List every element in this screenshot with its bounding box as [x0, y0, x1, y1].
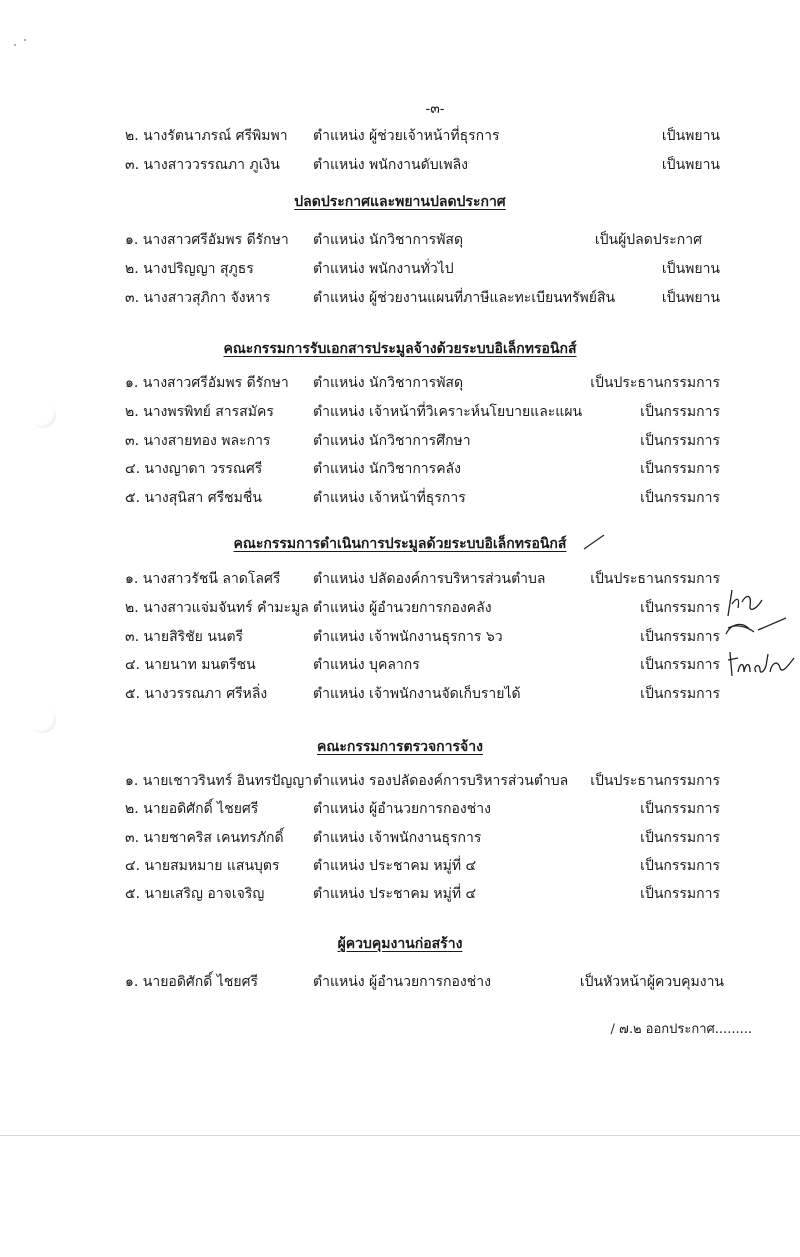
member-position: ตำแหน่ง เจ้าหน้าที่วิเคราะห์นโยบายและแผน	[313, 404, 583, 420]
member-role: เป็นประธานกรรมการ	[590, 773, 720, 789]
list-item	[0, 655, 800, 675]
member-name: ๑. นางสาวรัชนี ลาดโลศรี	[125, 571, 281, 587]
list-item	[0, 598, 800, 618]
member-role: เป็นประธานกรรมการ	[590, 571, 720, 587]
section-title: คณะกรรมการดำเนินการประมูลด้วยระบบอิเล็กทรอนิกส์	[233, 536, 567, 552]
member-role: เป็นกรรมการ	[640, 657, 720, 673]
member-role: เป็นผู้ปลดประกาศ	[594, 232, 702, 248]
member-role: เป็นกรรมการ	[640, 433, 720, 449]
member-name: ๕. นางสุนิสา ศรีชมชื่น	[125, 490, 262, 506]
scan-speck	[14, 44, 16, 46]
member-name: ๑. นางสาวศรีอัมพร ดีรักษา	[125, 232, 289, 248]
member-position: ตำแหน่ง รองปลัดองค์การบริหารส่วนตำบล	[313, 773, 569, 789]
list-item	[0, 828, 800, 848]
member-position: ตำแหน่ง ผู้อำนวยการกองคลัง	[313, 600, 492, 616]
member-name: ๔. นายสมหมาย แสนบุตร	[125, 858, 280, 874]
list-item	[0, 373, 800, 393]
list-item	[0, 799, 800, 819]
member-position: ตำแหน่ง ปลัดองค์การบริหารส่วนตำบล	[313, 571, 546, 587]
member-name: ๕. นายเสริญ อาจเจริญ	[125, 886, 265, 902]
section-title: คณะกรรมการตรวจการจ้าง	[317, 739, 483, 755]
member-role: เป็นกรรมการ	[640, 404, 720, 420]
member-role: เป็นประธานกรรมการ	[590, 375, 720, 391]
member-role: เป็นพยาน	[661, 128, 720, 144]
member-name: ๕. นางวรรณภา ศรีหลิ่ง	[125, 686, 268, 702]
member-name: ๔. นางญาดา วรรณศรี	[125, 461, 263, 477]
member-position: ตำแหน่ง เจ้าพนักงานจัดเก็บรายได้	[313, 686, 521, 702]
scan-speck	[24, 39, 26, 41]
member-position: ตำแหน่ง พนักงานทั่วไป	[313, 261, 454, 277]
member-position: ตำแหน่ง นักวิชาการศึกษา	[313, 433, 471, 449]
section-title: ปลดประกาศและพยานปลดประกาศ	[294, 194, 506, 210]
member-role: เป็นกรรมการ	[640, 629, 720, 645]
check-mark-icon	[582, 532, 606, 552]
member-position: ตำแหน่ง เจ้าพนักงานธุรการ ๖ว	[313, 629, 503, 645]
member-role: เป็นกรรมการ	[640, 801, 720, 817]
list-item	[0, 569, 800, 589]
member-role: เป็นกรรมการ	[640, 461, 720, 477]
member-name: ๔. นายนาท มนตรีชน	[125, 657, 256, 673]
list-item	[0, 288, 800, 308]
list-item	[0, 856, 800, 876]
member-position: ตำแหน่ง ผู้ช่วยงานแผนที่ภาษีและทะเบียนทรัพย์สิน	[313, 290, 616, 306]
page-number: -๓-	[425, 101, 445, 117]
member-name: ๒. นางปริญญา สุภูธร	[125, 261, 254, 277]
member-name: ๒. นางสาวแจ่มจันทร์ คำมะมูล	[125, 600, 309, 616]
page-edge	[0, 1135, 800, 1136]
member-position: ตำแหน่ง บุคลากร	[313, 657, 420, 673]
continuation-note: / ๗.๒ ออกประกาศ.........	[610, 1022, 752, 1037]
member-role: เป็นกรรมการ	[640, 686, 720, 702]
member-position: ตำแหน่ง ผู้ช่วยเจ้าหน้าที่ธุรการ	[313, 128, 500, 144]
member-role: เป็นพยาน	[661, 290, 720, 306]
member-role: เป็นพยาน	[661, 261, 720, 277]
signature-mark	[726, 646, 796, 682]
member-role: เป็นกรรมการ	[640, 600, 720, 616]
member-name: ๒. นางรัตนาภรณ์ ศรีพิมพา	[125, 128, 288, 144]
list-item	[0, 972, 800, 992]
list-item	[0, 771, 800, 791]
member-position: ตำแหน่ง ผู้อำนวยการกองช่าง	[313, 801, 491, 817]
list-item	[0, 884, 800, 904]
member-position: ตำแหน่ง พนักงานดับเพลิง	[313, 157, 469, 173]
member-role: เป็นกรรมการ	[640, 490, 720, 506]
member-role: เป็นกรรมการ	[640, 886, 720, 902]
member-name: ๓. นางสายทอง พละการ	[125, 433, 271, 449]
member-role: เป็นกรรมการ	[640, 830, 720, 846]
punch-hole-lower	[30, 707, 56, 733]
list-item	[0, 259, 800, 279]
member-role: เป็นพยาน	[661, 157, 720, 173]
list-item	[0, 126, 800, 146]
list-item	[0, 488, 800, 508]
member-position: ตำแหน่ง ประชาคม หมู่ที่ ๔	[313, 858, 477, 874]
member-position: ตำแหน่ง นักวิชาการพัสดุ	[313, 375, 464, 391]
member-name: ๒. นายอดิศักดิ์ ไชยศรี	[125, 801, 259, 817]
member-name: ๑. นายเชาวรินทร์ อินทรปัญญา	[125, 773, 313, 789]
member-position: ตำแหน่ง ประชาคม หมู่ที่ ๔	[313, 886, 477, 902]
list-item	[0, 155, 800, 175]
member-name: ๓. นางสาวสุภิกา จังหาร	[125, 290, 271, 306]
member-position: ตำแหน่ง นักวิชาการคลัง	[313, 461, 461, 477]
member-position: ตำแหน่ง นักวิชาการพัสดุ	[313, 232, 464, 248]
list-item	[0, 684, 800, 704]
member-name: ๓. นายชาคริส เคนทรภักดิ์	[125, 830, 284, 846]
list-item	[0, 230, 800, 250]
member-position: ตำแหน่ง เจ้าพนักงานธุรการ	[313, 830, 482, 846]
member-name: ๒. นางพรพิทย์ สารสมัคร	[125, 404, 274, 420]
member-name: ๓. นายสิริชัย นนตรี	[125, 629, 244, 645]
list-item	[0, 459, 800, 479]
member-position: ตำแหน่ง เจ้าหน้าที่ธุรการ	[313, 490, 466, 506]
member-name: ๑. นางสาวศรีอัมพร ดีรักษา	[125, 375, 289, 391]
member-name: ๑. นายอดิศักดิ์ ไชยศรี	[125, 974, 258, 990]
signature-mark	[724, 614, 788, 644]
member-role: เป็นกรรมการ	[640, 858, 720, 874]
list-item	[0, 627, 800, 647]
section-title: ผู้ควบคุมงานก่อสร้าง	[337, 936, 463, 952]
list-item	[0, 431, 800, 451]
member-role: เป็นหัวหน้าผู้ควบคุมงาน	[579, 974, 724, 990]
member-position: ตำแหน่ง ผู้อำนวยการกองช่าง	[313, 974, 491, 990]
section-title: คณะกรรมการรับเอกสารประมูลจ้างด้วยระบบอิเล็กทรอนิกส์	[223, 341, 577, 357]
list-item	[0, 402, 800, 422]
member-name: ๓. นางสาววรรณภา ภูเงิน	[125, 157, 280, 173]
